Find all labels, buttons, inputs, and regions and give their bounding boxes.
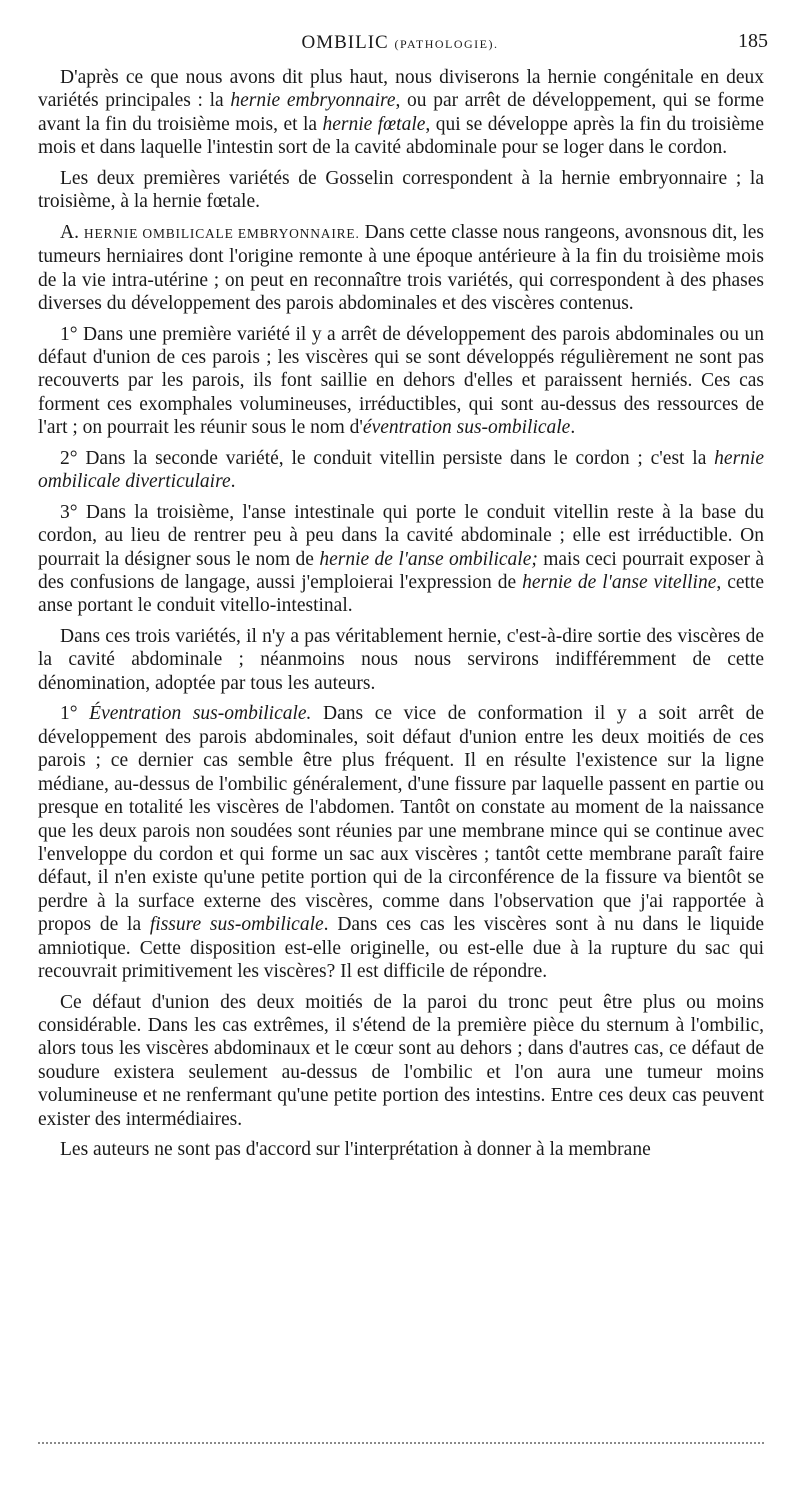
text-run: . [230, 471, 236, 493]
paragraph-1 [38, 66, 764, 160]
italic-term: hernie ombilicale diverticulaire [38, 447, 764, 493]
body-text [38, 66, 764, 1169]
italic-term: hernie de l'anse ombilicale; [319, 548, 538, 570]
paragraph-7: Dans ces trois variétés, il n'y a pas véritablement hernie, c'est-à-dire sortie des viscères de la cavité abdominale ; néanmoins nous nous servirons indifféremment de cette dénomination, adoptée par tous les auteurs. [38, 626, 764, 694]
paragraph-4 [38, 323, 764, 440]
paragraph-5 [38, 447, 764, 494]
text-run: 1° [60, 703, 90, 725]
italic-term: éventration sus-ombilicale [362, 417, 571, 439]
text-run: , qui se développe après la fin du troisième mois et dans laquelle l'intestin sort de la cavité abdominale pour se loger dans le cordon. [38, 113, 764, 159]
text-run: 1° Dans une première variété il y a arrêt de développement des parois abdominales ou un défaut d'union de ces parois ; les viscères qui se sont développés régulièrement ne sont pas recouverts par les parois, ils font saillie en dehors d'elles et paraissent herniés. Ces cas forment ces exomphales volumineuses, irréductibles, qui sont au-dessus des ressources de l'art ; on pourrait les réunir sous le nom d' [38, 323, 764, 439]
running-title-main: OMBILIC [301, 32, 389, 53]
text-run: 3° Dans la troisième, l'anse intestinale qui porte le conduit vitellin reste à la base du cordon, au lieu de rentrer peu à peu dans la cavité abdominale ; elle est irréductible. On pourrait la désigner sous le nom de [38, 501, 764, 570]
text-run: . [570, 417, 576, 439]
italic-term: hernie fœtale [322, 113, 426, 135]
text-run: , cette anse portant le conduit vitello-intestinal. [38, 572, 764, 617]
text-run: Dans ce vice de conformation il y a soit arrêt de développement des parois abdominales, soit défaut d'union entre les deux moitiés de ces parois ; ce dernier cas semble être plus fréquent. Il en résulte l'existence sur la ligne médiane, au-dessus de l'ombilic généralement, d'une fissure par laquelle passent en partie ou presque en totalité les viscères de l'abdomen. Tantôt on constate au moment de la naissance que les deux parois non soudées sont réunies par une membrane mince qui se continue avec l'enveloppe du cordon et qui forme un sac aux viscères ; tantôt cette membrane paraît faire défaut, il n'en existe qu'une petite portion qui de la circonférence de la fissure va bientôt se perdre à la surface externe des viscères, comme dans l'observation que j'ai rapportée à propos de la [38, 703, 764, 936]
text-run: 2° Dans la seconde variété, le conduit vitellin persiste dans le cordon ; c'est la [60, 447, 715, 469]
text-run: , ou par arrêt de développement, qui se forme avant la fin du troisième mois, et la [38, 90, 764, 135]
section-letter: A. [60, 221, 84, 243]
footer-dotted-rule [38, 1442, 764, 1444]
paragraph-3 [38, 221, 764, 316]
italic-term: fissure sus-ombilicale [149, 914, 324, 936]
paragraph-6 [38, 501, 764, 618]
running-title-sub: (PATHOLOGIE). [394, 37, 499, 51]
text-run: Dans cette classe nous rangeons, avonsnous dit, les tumeurs herniaires dont l'origine remonte à une époque antérieure à la fin du troisième mois de la vie intra-utérine ; on peut en reconnaître trois variétés, qui correspondent à des phases diverses du développement des parois abdominales et des viscères contenus. [38, 221, 765, 315]
italic-term: hernie embryonnaire [230, 90, 396, 112]
running-title [0, 32, 800, 54]
running-head [0, 30, 800, 60]
paragraph-8 [38, 702, 764, 983]
text-run: D'après ce que nous avons dit plus haut, nous diviserons la hernie congénitale en deux variétés principales : la [38, 67, 764, 112]
text-run: mais ceci pourrait exposer à des confusions de langage, aussi j'emploierai l'expression de [38, 548, 764, 594]
text-run: . Dans ces cas les viscères sont à nu dans le liquide amniotique. Cette disposition est-elle originelle, ou est-elle due à la rupture du sac qui recouvrait primitivement les viscères? Il est difficile de répondre. [38, 914, 764, 982]
section-heading: HERNIE OMBILICALE EMBRYONNAIRE. [83, 225, 360, 241]
italic-heading: Éventration sus-ombilicale. [89, 703, 312, 725]
page-number: 185 [738, 30, 768, 52]
paragraph-10: Les auteurs ne sont pas d'accord sur l'interprétation à donner à la membrane [60, 1139, 651, 1161]
italic-term: hernie de l'anse vitelline [522, 572, 717, 594]
paragraph-9: Ce défaut d'union des deux moitiés de la paroi du tronc peut être plus ou moins considérable. Dans les cas extrêmes, il s'étend de la première pièce du sternum à l'ombilic, alors tous les viscères abdominaux et le cœur sont au dehors ; dans d'autres cas, ce défaut de soudure existera seulement au-dessus de l'ombilic et l'on aura une tumeur moins volumineuse et ne renfermant qu'une petite portion des intestins. Entre ces deux cas peuvent exister des intermédiaires. [38, 991, 764, 1130]
paragraph-2: Les deux premières variétés de Gosselin correspondent à la hernie embryonnaire ; la troisième, à la hernie fœtale. [38, 167, 764, 213]
